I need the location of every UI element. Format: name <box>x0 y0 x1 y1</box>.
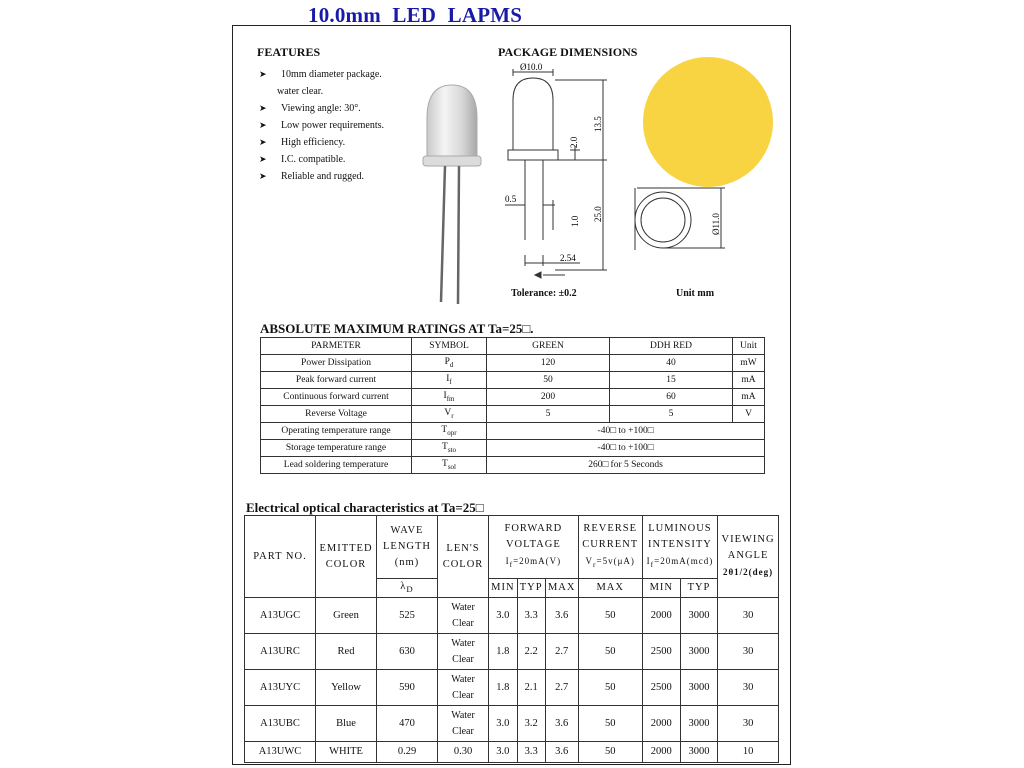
table-row <box>261 440 765 457</box>
dim-lead-gap: 1.0 <box>570 215 580 227</box>
hdr-viewing-angle: VIEWING ANGLE 2θ1/2(deg) <box>718 516 779 598</box>
ltyp-cell: 3000 <box>680 634 717 670</box>
unit-note: Unit mm <box>676 288 715 299</box>
vmin-cell: 3.0 <box>489 598 518 634</box>
vmin-cell: 3.0 <box>489 706 518 742</box>
features-heading: FEATURES <box>257 45 321 59</box>
led-lead-right <box>458 166 459 304</box>
rev-cell: 50 <box>578 634 642 670</box>
red-cell: 60 <box>610 389 733 406</box>
hdr-fwd-typ: TYP <box>517 579 545 598</box>
hdr-fwd-max: MAX <box>545 579 578 598</box>
feature-text: Viewing angle: 30°. <box>281 103 361 114</box>
ltyp-cell: 3000 <box>680 598 717 634</box>
vmax-cell: 3.6 <box>545 706 578 742</box>
led-color-swatch <box>643 57 773 187</box>
dim-diameter-top: Ø10.0 <box>520 62 543 72</box>
abs-header-row <box>261 338 765 355</box>
vmin-cell: 1.8 <box>489 634 518 670</box>
unit-cell: mA <box>733 372 765 389</box>
color-cell: WHITE <box>316 742 377 763</box>
feature-text: High efficiency. <box>281 137 346 148</box>
table-row <box>245 670 779 706</box>
led-lead-left <box>441 166 445 302</box>
lens-cell: Water Clear <box>438 706 489 742</box>
hdr-emitted-color: EMITTED COLOR <box>316 516 377 598</box>
angle-cell: 30 <box>718 598 779 634</box>
hdr-part-no: PART NO. <box>245 516 316 598</box>
vtyp-cell: 3.3 <box>517 598 545 634</box>
symbol-cell: $T_{opr}$ <box>412 423 487 440</box>
symbol-cell: $I_{fm}$ <box>412 389 487 406</box>
hdr-fwd-min: MIN <box>489 579 518 598</box>
side-view <box>505 69 607 278</box>
bullet-arrow-icon: ➤ <box>259 120 267 130</box>
symbol-cell: $T_{sto}$ <box>412 440 487 457</box>
color-cell: Yellow <box>316 670 377 706</box>
lmin-cell: 2000 <box>642 706 680 742</box>
vmax-cell: 3.6 <box>545 742 578 763</box>
table-row <box>261 389 765 406</box>
page-title: 10.0mm LED LAPMS <box>308 3 523 27</box>
dim-pitch: 2.54 <box>560 253 576 263</box>
abs-ratings-table <box>260 337 765 474</box>
dim-flange: 2.0 <box>569 136 579 148</box>
angle-cell: 30 <box>718 706 779 742</box>
lmin-cell: 2000 <box>642 742 680 763</box>
hdr-forward-voltage: FORWARD VOLTAGE $I_f=20mA(V)$ <box>489 516 579 579</box>
param-cell: Reverse Voltage <box>261 406 412 423</box>
lmin-cell: 2000 <box>642 598 680 634</box>
lens-cell: 0.30 <box>438 742 489 763</box>
symbol-cell: $V_r$ <box>412 406 487 423</box>
symbol-cell: $P_d$ <box>412 355 487 372</box>
vmin-cell: 3.0 <box>489 742 518 763</box>
vmax-cell: 3.6 <box>545 598 578 634</box>
table-row <box>261 355 765 372</box>
abs-ratings-heading: ABSOLUTE MAXIMUM RATINGS AT Ta=25□. <box>260 321 534 336</box>
red-cell: 40 <box>610 355 733 372</box>
bullet-arrow-icon: ➤ <box>259 154 267 164</box>
wave-cell: 590 <box>377 670 438 706</box>
rev-cell: 50 <box>578 598 642 634</box>
green-cell: 120 <box>487 355 610 372</box>
red-cell: 5 <box>610 406 733 423</box>
vtyp-cell: 3.3 <box>517 742 545 763</box>
rev-cell: 50 <box>578 670 642 706</box>
param-cell: Lead soldering temperature <box>261 457 412 474</box>
part-cell: A13URC <box>245 634 316 670</box>
feature-text: Low power requirements. <box>281 120 385 131</box>
table-row <box>245 706 779 742</box>
ltyp-cell: 3000 <box>680 670 717 706</box>
ltyp-cell: 3000 <box>680 706 717 742</box>
lens-cell: Water Clear <box>438 670 489 706</box>
hdr-wave-symbol: $\lambda_D$ <box>377 579 438 598</box>
symbol-cell: $I_f$ <box>412 372 487 389</box>
param-cell: Power Dissipation <box>261 355 412 372</box>
color-cell: Red <box>316 634 377 670</box>
dim-body-height: 13.5 <box>593 116 603 132</box>
lens-cell: Water Clear <box>438 634 489 670</box>
led-flange <box>423 156 481 166</box>
range-cell: -40□ to +100□ <box>487 423 765 440</box>
param-cell: Operating temperature range <box>261 423 412 440</box>
vmin-cell: 1.8 <box>489 670 518 706</box>
electrical-heading: Electrical optical characteristics at Ta=25□ <box>246 500 484 515</box>
side-body <box>513 78 553 150</box>
col-green: GREEN <box>487 338 610 355</box>
elec-header-row-1 <box>245 516 779 579</box>
led-photo <box>405 80 495 310</box>
feature-text: 10mm diameter package. <box>281 69 382 80</box>
color-cell: Green <box>316 598 377 634</box>
feature-text: I.C. compatible. <box>281 154 346 165</box>
hdr-reverse-current: REVERSE CURRENT $V_r=5v(\mu A)$ <box>578 516 642 579</box>
rev-cell: 50 <box>578 742 642 763</box>
side-flange <box>508 150 558 160</box>
vtyp-cell: 3.2 <box>517 706 545 742</box>
lmin-cell: 2500 <box>642 634 680 670</box>
green-cell: 50 <box>487 372 610 389</box>
hdr-wave-length: WAVE LENGTH (nm) <box>377 516 438 579</box>
bullet-arrow-icon: ➤ <box>259 137 267 147</box>
col-parameter: PARMETER <box>261 338 412 355</box>
hdr-luminous-intensity: LUMINOUS INTENSITY $I_f=20mA(mcd)$ <box>642 516 717 579</box>
unit-cell: V <box>733 406 765 423</box>
bullet-arrow-icon: ➤ <box>259 171 267 181</box>
tolerance-note: Tolerance: ±0.2 <box>511 288 577 299</box>
table-row <box>245 634 779 670</box>
feature-text: water clear. <box>277 86 324 97</box>
green-cell: 200 <box>487 389 610 406</box>
bullet-arrow-icon: ➤ <box>259 69 267 79</box>
table-row <box>245 598 779 634</box>
dim-diameter-outer: Ø11.0 <box>711 213 721 235</box>
rev-cell: 50 <box>578 706 642 742</box>
ltyp-cell: 3000 <box>680 742 717 763</box>
part-cell: A13UBC <box>245 706 316 742</box>
vmax-cell: 2.7 <box>545 634 578 670</box>
col-unit: Unit <box>733 338 765 355</box>
angle-cell: 10 <box>718 742 779 763</box>
vmax-cell: 2.7 <box>545 670 578 706</box>
angle-cell: 30 <box>718 670 779 706</box>
table-row <box>261 423 765 440</box>
feature-text: Reliable and rugged. <box>281 171 365 182</box>
part-cell: A13UWC <box>245 742 316 763</box>
wave-cell: 630 <box>377 634 438 670</box>
table-row <box>245 742 779 763</box>
table-row <box>261 372 765 389</box>
part-cell: A13UGC <box>245 598 316 634</box>
package-heading: PACKAGE DIMENSIONS <box>498 45 638 59</box>
hdr-lens-color: LEN'S COLOR <box>438 516 489 598</box>
unit-cell: mW <box>733 355 765 372</box>
param-cell: Continuous forward current <box>261 389 412 406</box>
range-cell: 260□ for 5 Seconds <box>487 457 765 474</box>
lmin-cell: 2500 <box>642 670 680 706</box>
table-row <box>261 457 765 474</box>
table-row <box>261 406 765 423</box>
led-dome <box>427 85 477 160</box>
vtyp-cell: 2.1 <box>517 670 545 706</box>
red-cell: 15 <box>610 372 733 389</box>
range-cell: -40□ to +100□ <box>487 440 765 457</box>
angle-cell: 30 <box>718 634 779 670</box>
color-cell: Blue <box>316 706 377 742</box>
hdr-lum-typ: TYP <box>680 579 717 598</box>
vtyp-cell: 2.2 <box>517 634 545 670</box>
bullet-arrow-icon: ➤ <box>259 103 267 113</box>
wave-cell: 470 <box>377 706 438 742</box>
green-cell: 5 <box>487 406 610 423</box>
param-cell: Peak forward current <box>261 372 412 389</box>
col-red: DDH RED <box>610 338 733 355</box>
unit-cell: mA <box>733 389 765 406</box>
param-cell: Storage temperature range <box>261 440 412 457</box>
dim-lead-length: 25.0 <box>593 206 603 222</box>
symbol-cell: $T_{sol}$ <box>412 457 487 474</box>
part-cell: A13UYC <box>245 670 316 706</box>
dim-lead-width: 0.5 <box>505 194 517 204</box>
hdr-lum-min: MIN <box>642 579 680 598</box>
lens-cell: Water Clear <box>438 598 489 634</box>
col-symbol: SYMBOL <box>412 338 487 355</box>
hdr-rev-max: MAX <box>578 579 642 598</box>
wave-cell: 525 <box>377 598 438 634</box>
wave-cell: 0.29 <box>377 742 438 763</box>
electrical-table <box>244 515 779 763</box>
